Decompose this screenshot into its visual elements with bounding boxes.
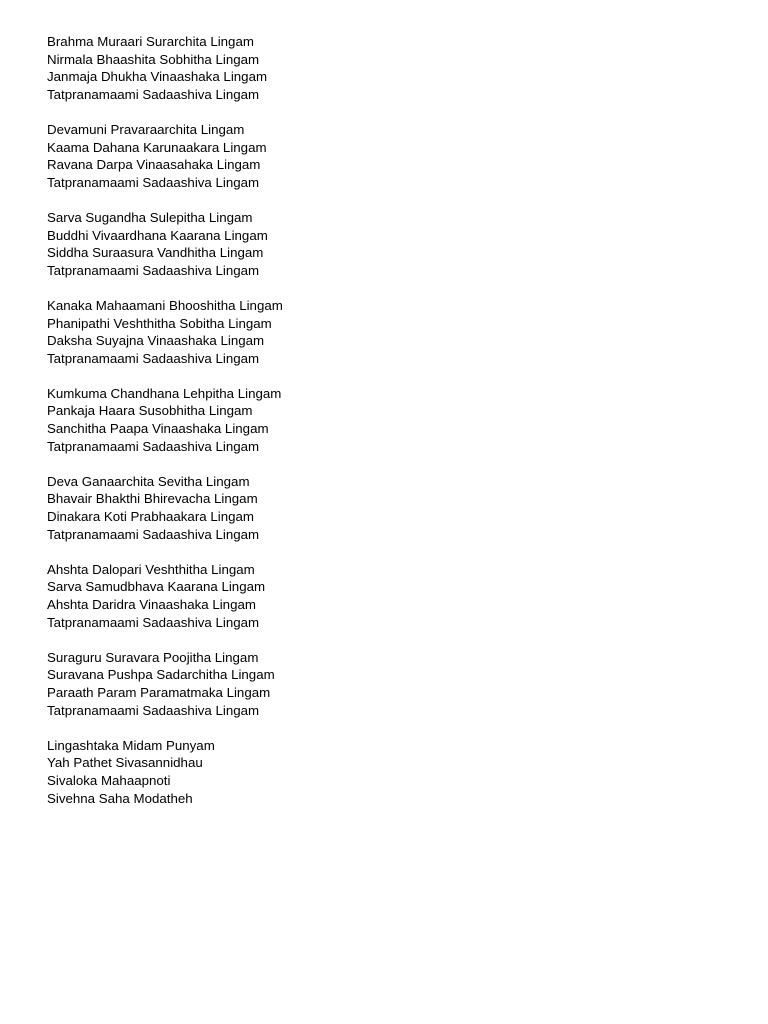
refrain-line: Tatpranamaami Sadaashiva Lingam [47,86,260,102]
verse-line: Devamuni Pravaraarchita Lingam [47,121,245,137]
verse-line: Buddhi Vivaardhana Kaarana Lingam [47,227,268,243]
verse-line: Nirmala Bhaashita Sobhitha Lingam [47,51,260,67]
verse-line: Suravana Pushpa Sadarchitha Lingam [47,667,275,683]
verse-line: Janmaja Dhukha Vinaashaka Lingam [47,69,268,85]
verse-line: Pankaja Haara Susobhitha Lingam [47,403,253,419]
verse-line: Sivaloka Mahaapnoti [47,772,171,788]
stanza-6 [47,473,727,543]
verse-line: Suraguru Suravara Poojitha Lingam [47,649,259,665]
verse-line: Deva Ganaarchita Sevitha Lingam [47,473,250,489]
verse-line: Kaama Dahana Karunaakara Lingam [47,139,267,155]
refrain-line: Tatpranamaami Sadaashiva Lingam [47,262,260,278]
verse-line: Yah Pathet Sivasannidhau [47,755,203,771]
verse-line: Sivehna Saha Modatheh [47,790,193,806]
refrain-line: Tatpranamaami Sadaashiva Lingam [47,438,260,454]
verse-line: Phanipathi Veshthitha Sobitha Lingam [47,315,272,331]
stanza-5 [47,385,727,455]
refrain-line: Tatpranamaami Sadaashiva Lingam [47,526,260,542]
stanza-4 [47,297,727,367]
verse-line: Ahshta Daridra Vinaashaka Lingam [47,597,256,612]
verse-line: Paraath Param Paramatmaka Lingam [47,684,271,700]
verse-line: Sarva Samudbhava Kaarana Lingam [47,579,266,595]
refrain-line: Tatpranamaami Sadaashiva Lingam [47,702,260,718]
verse-line: Sanchitha Paapa Vinaashaka Lingam [47,421,269,437]
verse-line: Daksha Suyajna Vinaashaka Lingam [47,333,265,349]
verse-line: Lingashtaka Midam Punyam [47,737,215,753]
refrain-line: Tatpranamaami Sadaashiva Lingam [47,614,260,630]
stanza-1 [47,33,727,103]
stanza-9-phala-shruti [47,737,727,807]
verse-line: Dinakara Koti Prabhaakara Lingam [47,509,254,525]
verse-line: Bhavair Bhakthi Bhirevacha Lingam [47,491,258,507]
verse-line: Kanaka Mahaamani Bhooshitha Lingam [47,297,283,313]
refrain-line: Tatpranamaami Sadaashiva Lingam [47,174,260,190]
stanza-2 [47,121,727,191]
refrain-line: Tatpranamaami Sadaashiva Lingam [47,350,260,366]
verse-line: Ahshta Dalopari Veshthitha Lingam [47,561,255,577]
verse-line: Siddha Suraasura Vandhitha Lingam [47,245,264,261]
verse-line: Sarva Sugandha Sulepitha Lingam [47,209,253,225]
stanza-7 [47,561,727,631]
stanza-8 [47,649,727,719]
document-page [47,33,727,825]
verse-line: Brahma Muraari Surarchita Lingam [47,34,254,49]
stanza-3 [47,209,727,279]
verse-line: Ravana Darpa Vinaasahaka Lingam [47,157,261,173]
verse-line: Kumkuma Chandhana Lehpitha Lingam [47,385,282,401]
